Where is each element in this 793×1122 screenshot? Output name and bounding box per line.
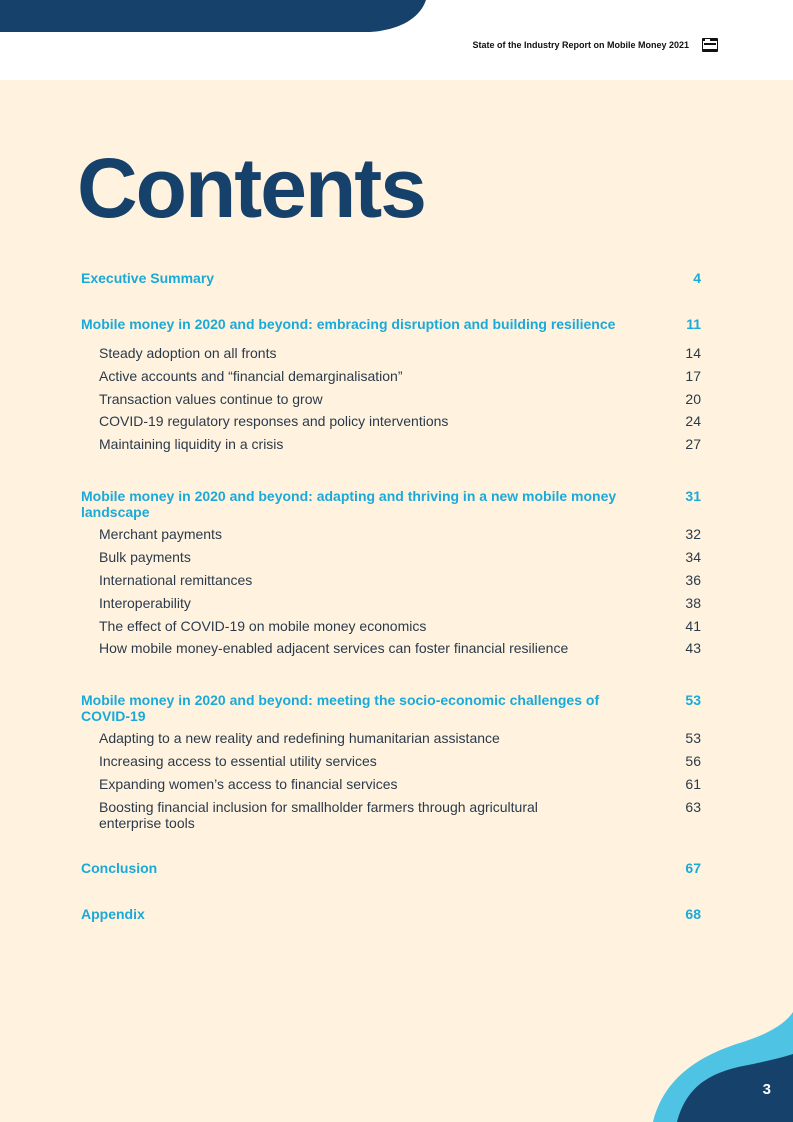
toc-entry-label: Increasing access to essential utility services bbox=[99, 753, 377, 769]
toc-entry-label: How mobile money-enabled adjacent services can foster financial resilience bbox=[99, 640, 569, 656]
toc-entry-page-number: 20 bbox=[685, 391, 701, 407]
toc-section-entry[interactable] bbox=[81, 860, 701, 876]
toc-entry-label: Conclusion bbox=[81, 860, 158, 876]
toc-subsection-entry[interactable] bbox=[81, 595, 701, 611]
toc-entry-page-number: 17 bbox=[685, 368, 701, 384]
toc-subsection-entry[interactable] bbox=[81, 526, 701, 542]
page-number: 3 bbox=[762, 1081, 771, 1098]
toc-entry-label: Mobile money in 2020 and beyond: embracing disruption and building resilience bbox=[81, 316, 616, 332]
toc-entry-page-number: 14 bbox=[685, 345, 701, 361]
toc-entry-page-number: 36 bbox=[685, 572, 701, 588]
toc-entry-label: Transaction values continue to grow bbox=[99, 391, 323, 407]
toc-subsection-entry[interactable] bbox=[81, 776, 701, 792]
toc-section-entry[interactable] bbox=[81, 692, 701, 724]
toc-entry-page-number: 24 bbox=[685, 413, 701, 429]
toc-section-entry[interactable] bbox=[81, 906, 701, 922]
toc-entry-label: Mobile money in 2020 and beyond: adapting and thriving in a new mobile money landscape bbox=[81, 488, 617, 520]
toc-subsection-entry[interactable] bbox=[81, 572, 701, 588]
toc-entry-page-number: 27 bbox=[685, 436, 701, 452]
toc-subsection-entry[interactable] bbox=[81, 753, 701, 769]
toc-entry-label: Boosting financial inclusion for smallholder farmers through agricultural enterprise tools bbox=[99, 799, 538, 831]
toc-entry-label: Adapting to a new reality and redefining humanitarian assistance bbox=[99, 730, 500, 746]
toc-subsection-entry[interactable] bbox=[81, 368, 701, 384]
toc-entry-page-number: 63 bbox=[685, 799, 701, 815]
toc-entry-label: International remittances bbox=[99, 572, 253, 588]
toc-subsection-entry[interactable] bbox=[81, 549, 701, 565]
toc-entry-label: Appendix bbox=[81, 906, 145, 922]
toc-entry-label: Active accounts and “financial demarginalisation” bbox=[99, 368, 403, 384]
toc-subsection-entry[interactable] bbox=[81, 436, 701, 452]
toc-entry-label: Interoperability bbox=[99, 595, 191, 611]
toc-entry-label: The effect of COVID-19 on mobile money economics bbox=[99, 618, 427, 634]
toc-subsection-entry[interactable] bbox=[81, 345, 701, 361]
toc-subsection-entry[interactable] bbox=[81, 413, 701, 429]
toc-entry-page-number: 4 bbox=[693, 270, 701, 286]
toc-entry-page-number: 68 bbox=[685, 906, 701, 922]
toc-entry-page-number: 32 bbox=[685, 526, 701, 542]
bottom-decorative-wave bbox=[653, 1012, 793, 1122]
toc-entry-page-number: 67 bbox=[685, 860, 701, 876]
toc-entry-page-number: 38 bbox=[685, 595, 701, 611]
toc-section-entry[interactable] bbox=[81, 488, 701, 520]
toc-entry-label: Steady adoption on all fronts bbox=[99, 345, 277, 361]
report-logo-icon bbox=[702, 38, 718, 52]
toc-subsection-entry[interactable] bbox=[81, 618, 701, 634]
toc-subsection-entry[interactable] bbox=[81, 730, 701, 746]
toc-entry-page-number: 34 bbox=[685, 549, 701, 565]
toc-entry-page-number: 11 bbox=[686, 316, 701, 332]
toc-entry-page-number: 61 bbox=[685, 776, 701, 792]
toc-section-entry[interactable] bbox=[81, 270, 701, 286]
toc-entry-label: COVID-19 regulatory responses and policy interventions bbox=[99, 413, 449, 429]
toc-entry-page-number: 43 bbox=[685, 640, 701, 656]
top-decorative-wave bbox=[0, 0, 430, 34]
toc-entry-page-number: 56 bbox=[685, 753, 701, 769]
toc-section-entry[interactable] bbox=[81, 316, 701, 332]
toc-subsection-entry[interactable] bbox=[81, 391, 701, 407]
toc-subsection-entry[interactable] bbox=[81, 799, 701, 831]
toc-entry-page-number: 53 bbox=[685, 692, 701, 708]
toc-subsection-entry[interactable] bbox=[81, 640, 701, 656]
toc-entry-label: Maintaining liquidity in a crisis bbox=[99, 436, 284, 452]
report-title: State of the Industry Report on Mobile Money 2021 bbox=[472, 40, 689, 50]
toc-entry-label: Merchant payments bbox=[99, 526, 222, 542]
toc-entry-label: Expanding women’s access to financial services bbox=[99, 776, 398, 792]
toc-entry-page-number: 53 bbox=[685, 730, 701, 746]
page-title: Contents bbox=[77, 141, 425, 235]
toc-entry-label: Mobile money in 2020 and beyond: meeting the socio-economic challenges of COVID-19 bbox=[81, 692, 600, 724]
toc-entry-page-number: 41 bbox=[685, 618, 701, 634]
toc-entry-page-number: 31 bbox=[685, 488, 701, 504]
toc-entry-label: Executive Summary bbox=[81, 270, 215, 286]
toc-entry-label: Bulk payments bbox=[99, 549, 191, 565]
